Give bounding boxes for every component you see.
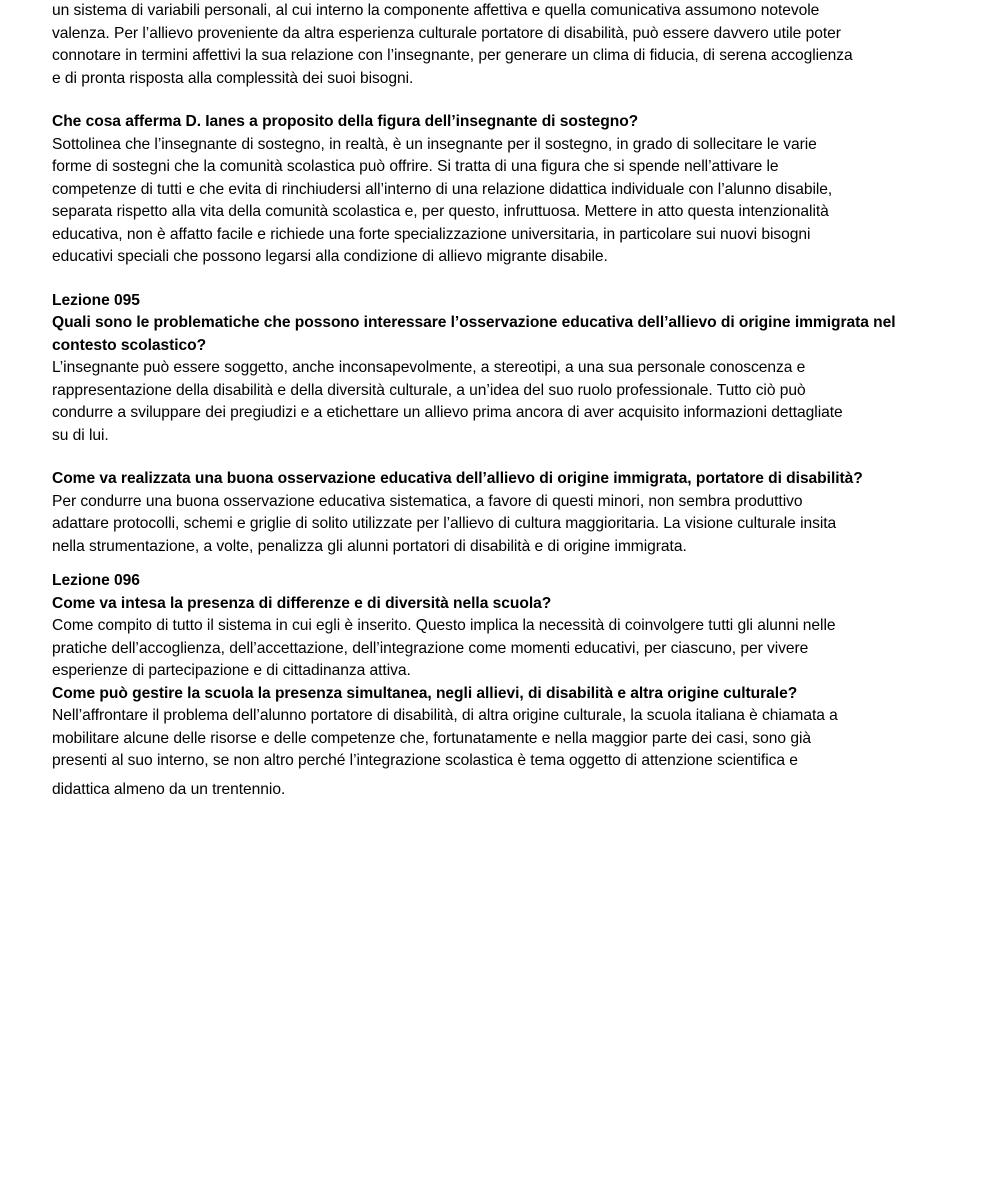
text-line: su di lui. [52,426,109,444]
text-line: educativa, non è affatto facile e richiede una forte specializzazione universitaria, in particolare sui nuovi bisogni [52,225,811,243]
paragraph [52,491,942,559]
question [52,290,942,358]
question-line: Quali sono le problematiche che possono interessare l’osservazione educativa dell’allievo di origine immigrata nel [52,314,896,331]
text-line: nella strumentazione, a volte, penalizza gli alunni portatori di disabilità e di origine immigrata. [52,537,687,555]
text-line: condurre a sviluppare dei pregiudizi e a etichettare un allievo prima ancora di aver acquisito informazioni dettagliate [52,404,843,421]
question [52,111,942,134]
text-line: e di pronta risposta alla complessità dei suoi bisogni. [52,69,414,87]
question-line: Come va intesa la presenza di differenze e di diversità nella scuola? [52,594,552,612]
text-line: Sottolinea che l’insegnante di sostegno, in realtà, è un insegnante per il sostegno, in grado di sollecitare le varie [52,135,817,153]
text-line: separata rispetto alla vita della comunità scolastica e, per questo, infruttuosa. Mettere in atto questa intenzionalità [52,203,829,220]
text-line: competenze di tutti e che evita di rinchiudersi all’interno di una relazione didattica individuale con l’alunno disabile, [52,180,833,198]
text-line: presenti al suo interno, se non altro perché l’integrazione scolastica è tema oggetto di attenzione scientifica e [52,752,798,769]
question-line: Come può gestire la scuola la presenza simultanea, negli allievi, di disabilità e altra origine culturale? [52,684,798,702]
text-line: educativi speciali che possono legarsi alla condizione di allievo migrante disabile. [52,248,608,265]
spacer [52,90,942,111]
spacer [52,269,942,290]
paragraph [52,134,942,269]
text-line: forme di sostegni che la comunità scolastica può offrire. Si tratta di una figura che si spende nell’attivare le [52,158,779,175]
question-line: contesto scolastico? [52,336,207,354]
paragraph [52,0,942,90]
text-line: Nell’affrontare il problema dell’alunno portatore di disabilità, di altra origine culturale, la scuola italiana è chiamata a [52,707,838,724]
lesson-heading: Lezione 096 [52,572,140,589]
text-line: un sistema di variabili personali, al cui interno la componente affettiva e quella comunicativa assumono notevole [52,2,820,19]
question-line: Che cosa afferma D. Ianes a proposito della figura dell’insegnante di sostegno? [52,113,639,130]
question-line: Come va realizzata una buona osservazione educativa dell’allievo di origine immigrata, portatore di disabilità? [52,470,863,487]
paragraph [52,615,942,683]
paragraph [52,779,942,802]
paragraph [52,705,942,773]
text-line: valenza. Per l’allievo proveniente da altra esperienza culturale portatore di disabilità, può essere davvero utile poter [52,24,841,42]
text-line: mobilitare alcune delle risorse e delle competenze che, fortunatamente e nella maggior parte dei casi, sono già [52,729,811,747]
text-line: connotare in termini affettivi la sua relazione con l’insegnante, per generare un clima di fiducia, di serena accoglienza [52,47,853,64]
spacer [52,447,942,468]
text-line: L’insegnante può essere soggetto, anche inconsapevolmente, a stereotipi, a una sua personale conoscenza e [52,359,806,376]
text-line: rappresentazione della disabilità e della diversità culturale, a un’idea del suo ruolo professionale. Tutto ciò può [52,381,806,399]
question [52,683,942,706]
text-line: didattica almeno da un trentennio. [52,780,286,798]
text-line: Per condurre una buona osservazione educativa sistematica, a favore di questi minori, non sembra produttivo [52,492,803,510]
lesson-heading: Lezione 095 [52,291,140,309]
text-line: esperienze di partecipazione e di cittadinanza attiva. [52,662,411,679]
text-line: adattare protocolli, schemi e griglie di solito utilizzate per l’allievo di cultura maggioritaria. La visione culturale insita [52,515,837,532]
question [52,468,942,491]
spacer [52,558,942,570]
text-line: Come compito di tutto il sistema in cui egli è inserito. Questo implica la necessità di coinvolgere tutti gli alunni nelle [52,617,836,634]
paragraph [52,357,942,447]
document-page [52,0,942,801]
text-line: pratiche dell’accoglienza, dell’accettazione, dell’integrazione come momenti educativi, per ciascuno, per vivere [52,639,809,657]
question [52,570,942,615]
